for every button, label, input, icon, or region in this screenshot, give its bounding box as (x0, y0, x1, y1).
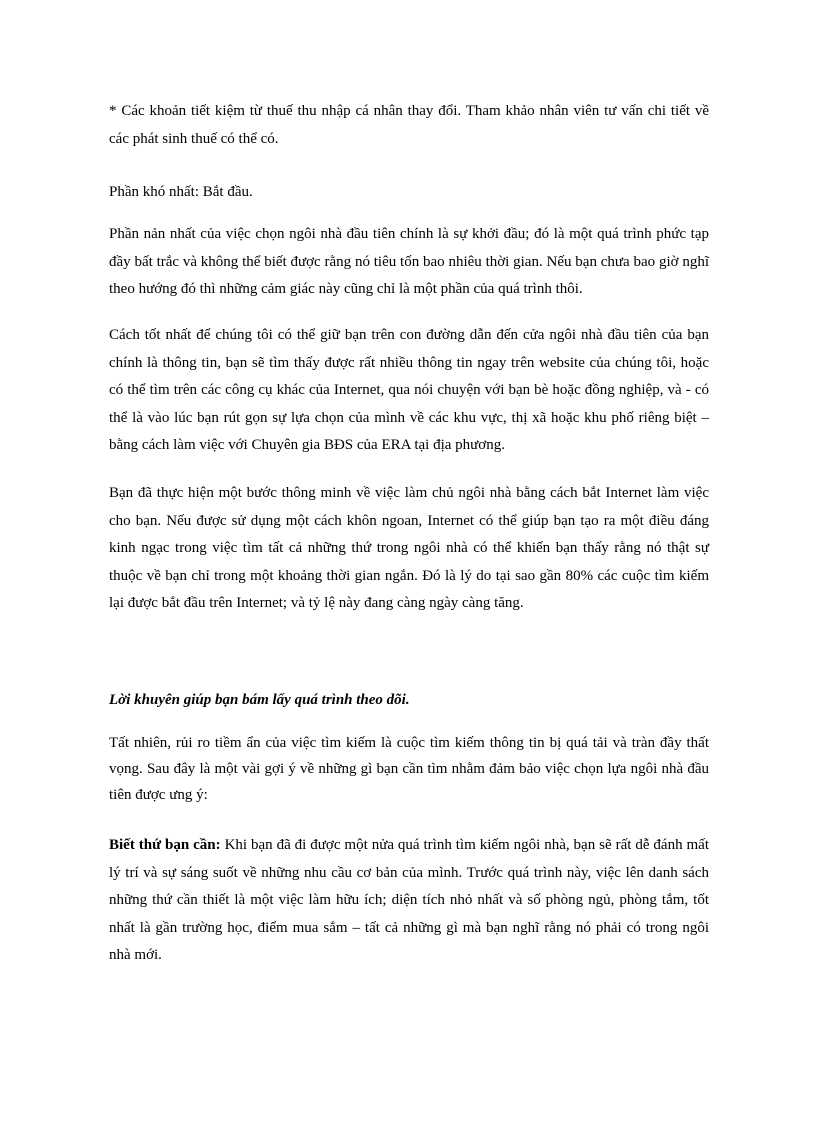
advice-heading: Lời khuyên giúp bạn bám lấy quá trình theo dõi. (109, 692, 410, 708)
internet-step-paragraph: Bạn đã thực hiện một bước thông minh về việc làm chủ ngôi nhà bằng cách bắt Internet làm việc cho bạn. Nếu được sử dụng một cách khôn ngoan, Internet có thể giúp bạn tạo ra một điều đáng kinh ngạc trong việc tìm tất cả những thứ trong ngôi nhà có thể khiến bạn thấy rằng nó thật sự thuộc về bạn chỉ trong một khoảng thời gian ngắn. Đó là lý do tại sao gần 80% các cuộc tìm kiếm lại được bắt đầu trên Internet; và tỷ lệ này đang càng ngày càng tăng. (109, 485, 709, 611)
hard-part-heading: Phần khó nhất: Bắt đầu. (109, 184, 253, 200)
best-way-paragraph: Cách tốt nhất để chúng tôi có thể giữ bạn trên con đường dẫn đến cửa ngôi nhà đầu tiên của bạn chính là thông tin, bạn sẽ tìm thấy được rất nhiều thông tin ngay trên website của chúng tôi, hoặc có thể tìm trên các công cụ khác của Internet, qua nói chuyện với bạn bè hoặc đồng nghiệp, và - có thể là vào lúc bạn rút gọn sự lựa chọn của mình về các khu vực, thị xã hoặc khu phố riêng biệt – bằng cách làm việc với Chuyên gia BĐS của ERA tại địa phương. (109, 327, 709, 453)
know-needs-body: Khi bạn đã đi được một nửa quá trình tìm kiếm ngôi nhà, bạn sẽ rất dễ đánh mất lý trí và sự sáng suốt về những nhu cầu cơ bản của mình. Trước quá trình này, việc lên danh sách những thứ cần thiết là một việc làm hữu ích; diện tích nhỏ nhất và số phòng ngủ, phòng tắm, tốt nhất là gần trường học, điểm mua sắm – tất cả những gì mà bạn nghĩ rằng nó phải có trong ngôi nhà mới. (109, 837, 709, 963)
tax-note-paragraph: * Các khoản tiết kiệm từ thuế thu nhập cá nhân thay đổi. Tham khảo nhân viên tư vấn chi tiết về các phát sinh thuế có thể có. (109, 103, 709, 147)
know-needs-lead: Biết thứ bạn cần: (109, 837, 221, 853)
annoying-part-paragraph: Phần nản nhất của việc chọn ngôi nhà đầu tiên chính là sự khởi đầu; đó là một quá trình phức tạp đầy bất trắc và không thể biết được rằng nó tiêu tốn bao nhiêu thời gian. Nếu bạn chưa bao giờ nghĩ theo hướng đó thì những cảm giác này cũng chỉ là một phần của quá trình thôi. (109, 226, 709, 297)
risk-intro-paragraph: Tất nhiên, rủi ro tiềm ẩn của việc tìm kiếm là cuộc tìm kiếm thông tin bị quá tải và tràn đầy thất vọng. Sau đây là một vài gợi ý về những gì bạn cần tìm nhằm đảm bảo việc chọn lựa ngôi nhà đầu tiên được ưng ý: (109, 735, 709, 803)
know-needs-paragraph (109, 832, 709, 970)
